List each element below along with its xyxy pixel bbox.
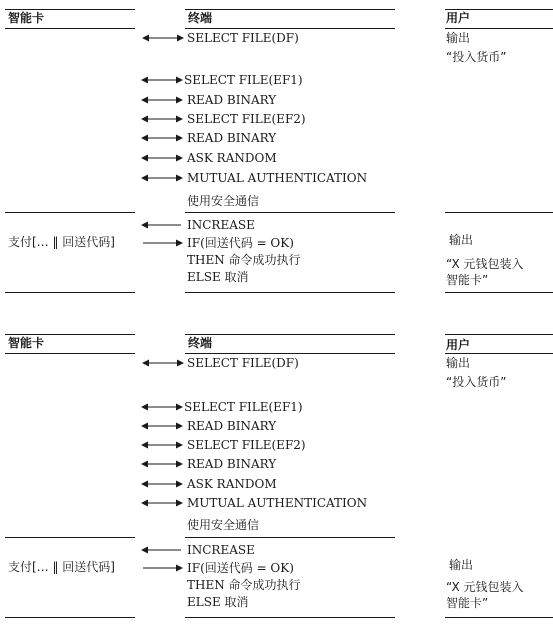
terminal-bottom-line: [185, 617, 395, 618]
bidirectional-arrow: [141, 479, 183, 489]
bidirectional-arrow: [141, 95, 183, 105]
user-output-label-2: 输出: [449, 558, 474, 572]
user-purse-loaded-message-line2: 智能卡”: [446, 596, 489, 610]
left-arrow: [141, 545, 183, 555]
right-arrow: [141, 238, 183, 248]
bidirectional-arrow: [141, 133, 183, 143]
user-header-underline: [445, 28, 553, 29]
card-header-underline: [5, 28, 135, 29]
user-bottom-line: [445, 617, 553, 618]
bidirectional-arrow: [142, 33, 184, 43]
terminal-column-header: 终端: [188, 336, 213, 350]
user-purse-loaded-message-line1: “X 元钱包装入: [446, 257, 524, 271]
user-column-header: 用户: [446, 338, 471, 352]
terminal-header-underline: [185, 28, 395, 29]
bidirectional-arrow: [141, 75, 183, 85]
terminal-header-line: [185, 334, 395, 335]
user-header-underline: [445, 353, 553, 354]
command-ask-random: ASK RANDOM: [187, 151, 277, 165]
user-purse-loaded-message-line1: “X 元钱包装入: [446, 580, 524, 594]
bidirectional-arrow: [141, 173, 183, 183]
terminal-header-line: [185, 9, 395, 10]
command-mutual-authentication: MUTUAL AUTHENTICATION: [187, 171, 368, 185]
terminal-header-underline: [185, 353, 395, 354]
else-cancel-line: ELSE 取消: [187, 595, 249, 609]
card-column-header: 智能卡: [8, 336, 45, 350]
bidirectional-arrow: [141, 440, 183, 450]
command-select-file-ef1: SELECT FILE(EF1): [184, 400, 303, 414]
card-pay-response: 支付[… ‖ 回送代码]: [8, 560, 115, 574]
user-column-header: 用户: [446, 11, 471, 25]
protocol-panel-1: [0, 0, 553, 300]
bidirectional-arrow: [141, 421, 183, 431]
left-arrow: [141, 220, 183, 230]
command-ask-random: ASK RANDOM: [187, 477, 277, 491]
user-section-line: [445, 212, 553, 213]
command-read-binary-2: READ BINARY: [187, 457, 277, 471]
terminal-section-line: [185, 537, 395, 538]
user-insert-money-message: “投入货币”: [446, 375, 507, 389]
secure-communication-label: 使用安全通信: [187, 194, 260, 208]
bidirectional-arrow: [142, 358, 184, 368]
bidirectional-arrow: [141, 402, 183, 412]
if-return-code-line: IF(回送代码 = OK): [187, 561, 294, 575]
command-increase: INCREASE: [187, 218, 255, 232]
command-mutual-authentication: MUTUAL AUTHENTICATION: [187, 496, 368, 510]
terminal-section-line: [185, 212, 395, 213]
card-section-line: [5, 212, 135, 213]
user-purse-loaded-message-line2: 智能卡”: [446, 273, 489, 287]
command-select-file-ef2: SELECT FILE(EF2): [187, 438, 306, 452]
card-column-header: 智能卡: [8, 11, 45, 25]
user-output-label-1: 输出: [446, 356, 471, 370]
command-select-file-df: SELECT FILE(DF): [187, 356, 299, 370]
bidirectional-arrow: [141, 114, 183, 124]
else-cancel-line: ELSE 取消: [187, 270, 249, 284]
secure-communication-label: 使用安全通信: [187, 518, 260, 532]
bidirectional-arrow: [141, 498, 183, 508]
command-read-binary-2: READ BINARY: [187, 131, 277, 145]
then-success-line: THEN 命令成功执行: [187, 578, 301, 592]
user-bottom-line: [445, 292, 553, 293]
card-section-line: [5, 537, 135, 538]
command-read-binary-1: READ BINARY: [187, 93, 277, 107]
command-read-binary-1: READ BINARY: [187, 419, 277, 433]
bidirectional-arrow: [141, 153, 183, 163]
command-select-file-df: SELECT FILE(DF): [187, 31, 299, 45]
right-arrow: [141, 563, 183, 573]
user-output-label-1: 输出: [446, 31, 471, 45]
then-success-line: THEN 命令成功执行: [187, 253, 301, 267]
user-header-line: [445, 334, 553, 335]
card-pay-response: 支付[… ‖ 回送代码]: [8, 235, 115, 249]
card-bottom-line: [5, 617, 135, 618]
bidirectional-arrow: [141, 459, 183, 469]
command-increase: INCREASE: [187, 543, 255, 557]
terminal-column-header: 终端: [188, 11, 213, 25]
command-select-file-ef2: SELECT FILE(EF2): [187, 112, 306, 126]
command-select-file-ef1: SELECT FILE(EF1): [184, 73, 303, 87]
protocol-panel-2: [0, 325, 553, 625]
card-header-underline: [5, 353, 135, 354]
user-insert-money-message: “投入货币”: [446, 50, 507, 64]
if-return-code-line: IF(回送代码 = OK): [187, 236, 294, 250]
terminal-bottom-line: [185, 292, 395, 293]
user-output-label-2: 输出: [449, 233, 474, 247]
card-bottom-line: [5, 292, 135, 293]
